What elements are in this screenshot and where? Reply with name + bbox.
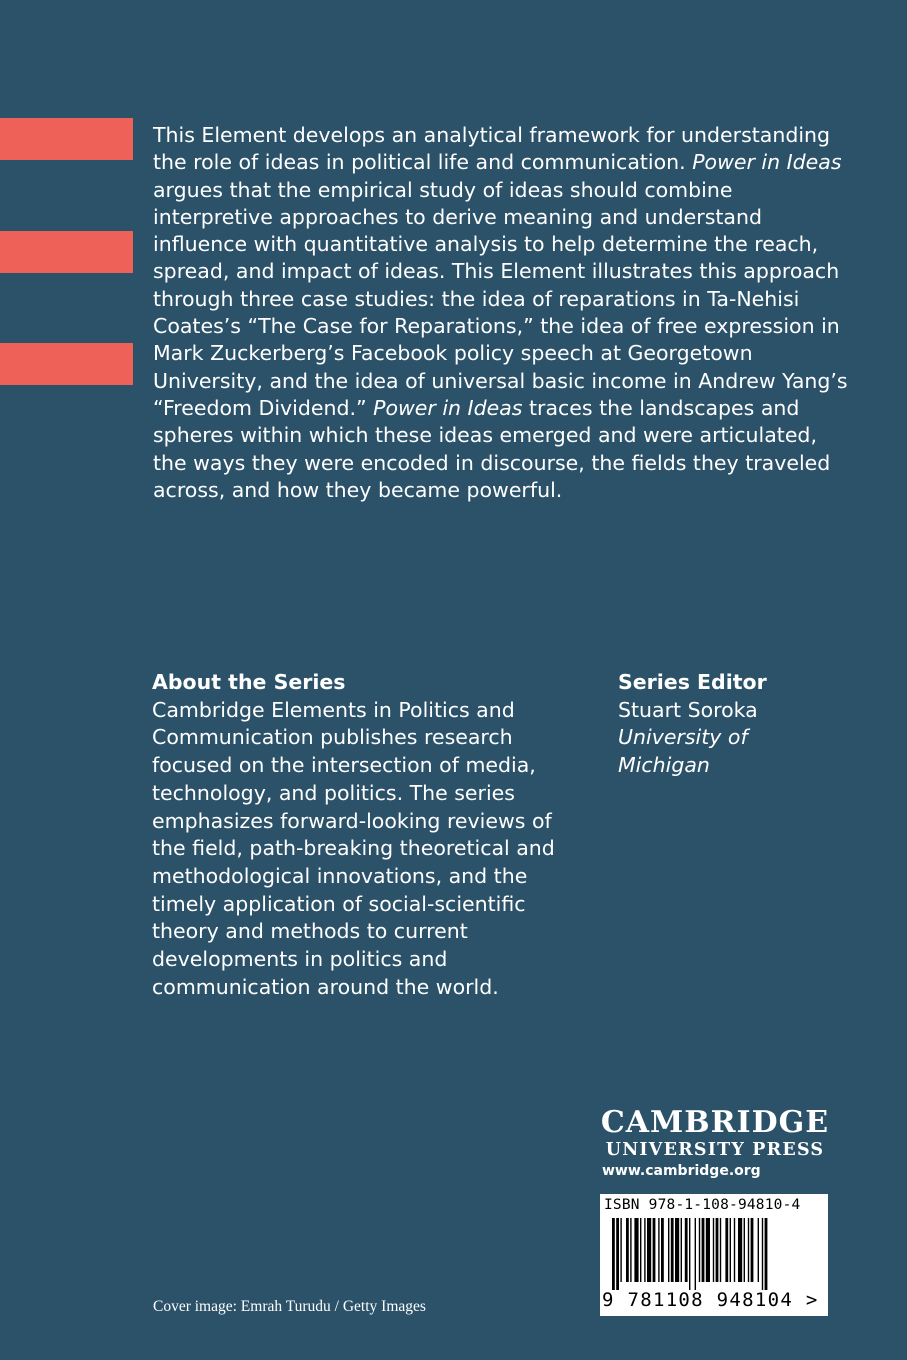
publisher-press: UNIVERSITY PRESS <box>605 1140 825 1160</box>
barcode-bar <box>644 1218 645 1282</box>
barcode-bar <box>658 1218 659 1282</box>
accent-bar-top <box>0 118 133 160</box>
barcode-bar <box>758 1218 759 1282</box>
barcode-bar <box>762 1218 763 1290</box>
barcode-bar <box>699 1218 700 1282</box>
barcode-bar <box>640 1218 641 1282</box>
description-part-3: traces the landscapes and spheres within which these ideas emerged and were articulated, the ways they were encoded in discourse, the fields they traveled across, and how they became powerful. <box>153 395 831 502</box>
publisher-logo <box>600 1107 830 1181</box>
barcode-bar <box>738 1218 742 1282</box>
about-series-text: Cambridge Elements in Politics and Communication publishes research focused on the intersection of media, technology, and politics. The series emphasizes forward-looking reviews of the field, path-breaking theoretical and methodological innovations, and the timely application of social-scientific theory and methods to current developments in politics and communication around the world. <box>152 697 555 999</box>
about-series-heading: About the Series <box>152 670 346 694</box>
barcode-bar <box>681 1218 682 1282</box>
publisher-url: www.cambridge.org <box>602 1163 761 1179</box>
barcode-bar <box>653 1218 656 1282</box>
title-mention: Power in Ideas <box>692 150 842 175</box>
barcode-bar <box>620 1218 621 1282</box>
barcode-bar <box>706 1218 710 1282</box>
barcode-bar <box>695 1218 696 1290</box>
title-mention: Power in Ideas <box>373 395 523 420</box>
series-editor <box>618 669 818 780</box>
cover-image-credit: Cover image: Emrah Turudu / Getty Images <box>153 1298 426 1315</box>
barcode-bar <box>744 1218 745 1282</box>
barcode-bar <box>734 1218 735 1282</box>
barcode-bar <box>675 1218 679 1282</box>
barcode-bar <box>685 1218 688 1282</box>
barcode-bar <box>612 1218 615 1290</box>
barcode-bar <box>720 1218 721 1282</box>
isbn-label: ISBN 978-1-108-94810-4 <box>604 1197 801 1213</box>
series-editor-name: Stuart Soroka <box>618 697 758 722</box>
accent-bar-bottom <box>0 343 133 385</box>
isbn-barcode <box>600 1194 828 1316</box>
barcode-bar <box>730 1218 731 1282</box>
accent-bar-middle <box>0 231 133 273</box>
barcode-bar <box>748 1218 749 1282</box>
barcode-bar <box>702 1218 705 1282</box>
description-part-2: argues that the empirical study of ideas should combine interpretive approaches to derive meaning and understand influence with quantitative analysis to help determine the reach, spread, and impact of ideas. This Element illustrates this approach through three case studies: the idea of reparations in Ta-Nehisi Coates’s “The Case for Reparations,” the idea of free expression in Mark Zuckerberg’s Facebook policy speech at Georgetown University, and the idea of universal basic income in Andrew Yang’s “Freedom Dividend.” <box>153 177 848 420</box>
series-editor-heading: Series Editor <box>618 670 767 694</box>
publisher-name: CAMBRIDGE <box>600 1105 830 1140</box>
barcode-bar <box>661 1218 664 1282</box>
barcode-bar <box>725 1218 728 1282</box>
barcode-digits: 9 781108 948104 > <box>602 1289 819 1311</box>
barcode-bar <box>626 1218 629 1282</box>
barcode-bar <box>630 1218 631 1282</box>
barcode-bar <box>716 1218 719 1282</box>
barcode-bars <box>604 1218 824 1290</box>
barcode-bar <box>671 1218 674 1282</box>
barcode-bar <box>647 1218 651 1282</box>
barcode-bar <box>689 1218 690 1290</box>
series-editor-affiliation: University of Michigan <box>618 725 748 778</box>
book-description <box>153 122 853 504</box>
description-part-1: This Element develops an analytical framework for understanding the role of ideas in political life and communication. <box>153 123 831 175</box>
barcode-bar <box>765 1218 768 1290</box>
barcode-bar <box>713 1218 714 1282</box>
barcode-bar <box>634 1218 638 1282</box>
about-the-series <box>152 669 572 1001</box>
barcode-bar <box>668 1218 669 1282</box>
barcode-bar <box>616 1218 619 1290</box>
barcode-bar <box>751 1218 754 1282</box>
